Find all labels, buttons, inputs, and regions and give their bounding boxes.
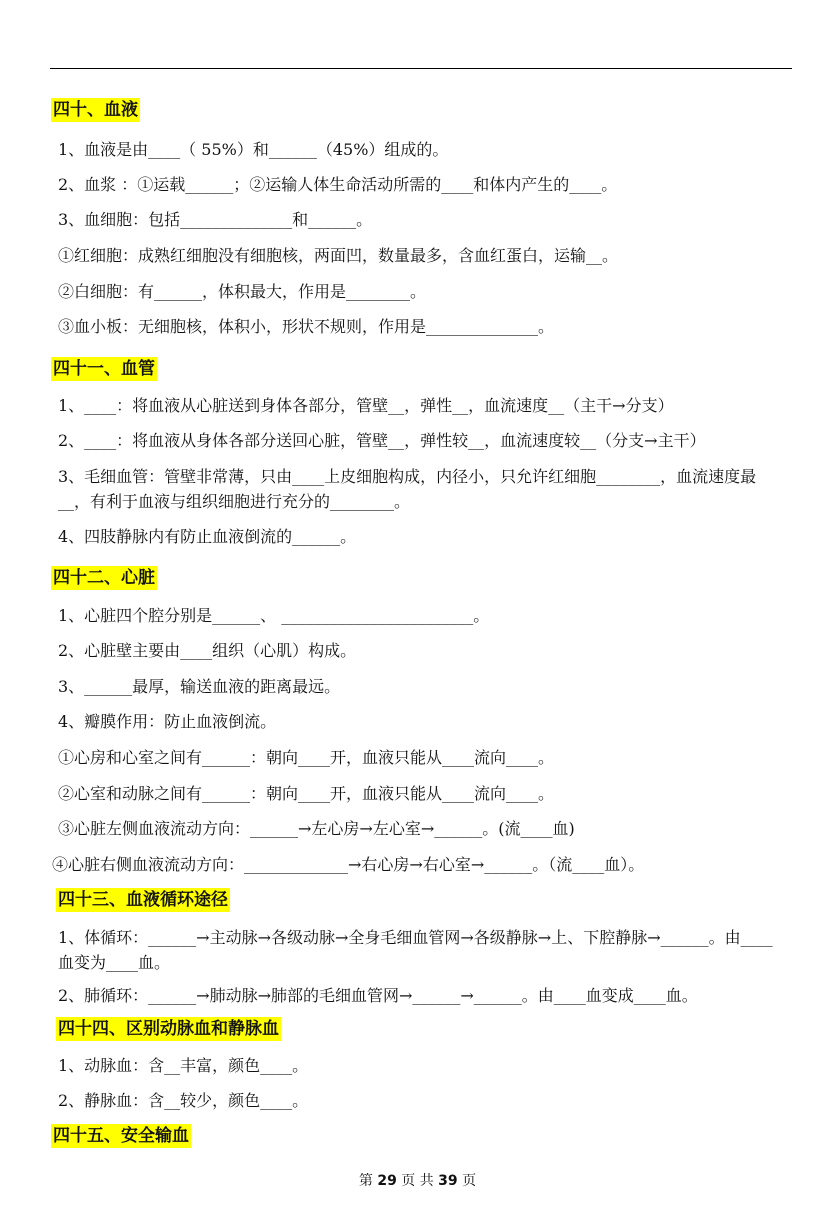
total-page-number: 39 — [438, 1173, 458, 1189]
text-paragraph: 3、毛细血管：管壁非常薄，只由____上皮细胞构成，内径小，只允许红细胞________，血流速度最__，有利于血液与组织细胞进行充分的________。 — [58, 467, 757, 511]
section-heading-44: 四十四、区别动脉血和静脉血 — [58, 1019, 279, 1039]
text-line: 1、____：将血液从心脏送到身体各部分，管壁__，弹性__，血流速度__（主干→分支） — [58, 396, 674, 415]
text-line: 2、静脉血：含__较少，颜色____。 — [58, 1091, 309, 1110]
section-heading-43: 四十三、血液循环途径 — [58, 890, 228, 910]
text-line: 3、血细胞：包括______________和______。 — [58, 210, 373, 229]
section-heading-41: 四十一、血管 — [53, 359, 155, 379]
text-line: ①红细胞：成熟红细胞没有细胞核，两面凹，数量最多，含血红蛋白，运输__。 — [58, 246, 619, 265]
text-line: ②白细胞：有______，体积最大，作用是________。 — [58, 282, 427, 301]
footer-middle: 页 共 — [401, 1173, 434, 1189]
header-rule — [50, 68, 792, 69]
text-paragraph: 1、体循环：______→主动脉→各级动脉→全身毛细血管网→各级静脉→上、下腔静脉→______。由____血变为____血。 — [58, 928, 773, 972]
footer-suffix: 页 — [462, 1173, 477, 1189]
section-heading-42: 四十二、心脏 — [53, 568, 155, 588]
text-line: ①心房和心室之间有______：朝向____开，血液只能从____流向____。 — [58, 748, 555, 767]
text-line: 4、四肢静脉内有防止血液倒流的______。 — [58, 527, 357, 546]
section-heading-40: 四十、血液 — [53, 100, 138, 120]
footer-prefix: 第 — [358, 1173, 373, 1189]
text-line: 3、______最厚，输送血液的距离最远。 — [58, 677, 341, 696]
text-line: 1、血液是由____（ 55%）和______（45%）组成的。 — [58, 140, 449, 159]
text-line: 2、____：将血液从身体各部分送回心脏，管壁__，弹性较__，血流速度较__（分支→主干） — [58, 431, 706, 450]
text-line: 1、心脏四个腔分别是______、 ________________________。 — [58, 606, 490, 625]
text-line: 2、心脏壁主要由____组织（心肌）构成。 — [58, 641, 357, 660]
text-line: 2、血浆 ：①运载______；②运输人体生命活动所需的____和体内产生的____。 — [58, 175, 618, 194]
text-line: 1、动脉血：含__丰富，颜色____。 — [58, 1056, 309, 1075]
current-page-number: 29 — [377, 1173, 397, 1189]
section-heading-45: 四十五、安全输血 — [53, 1126, 189, 1146]
text-line: ②心室和动脉之间有______：朝向____开，血液只能从____流向____。 — [58, 784, 555, 803]
text-line: ④心脏右侧血液流动方向：_____________→右心房→右心室→______。（流____血）。 — [52, 855, 645, 874]
text-line: 2、肺循环：______→肺动脉→肺部的毛细血管网→______→______。由____血变成____血。 — [58, 986, 698, 1005]
text-line: ③心脏左侧血液流动方向：______→左心房→左心室→______。(流____血) — [58, 819, 575, 838]
text-line: ③血小板：无细胞核，体积小，形状不规则，作用是______________。 — [58, 317, 555, 336]
page-footer — [0, 1172, 835, 1190]
text-line: 4、瓣膜作用：防止血液倒流。 — [58, 712, 277, 731]
